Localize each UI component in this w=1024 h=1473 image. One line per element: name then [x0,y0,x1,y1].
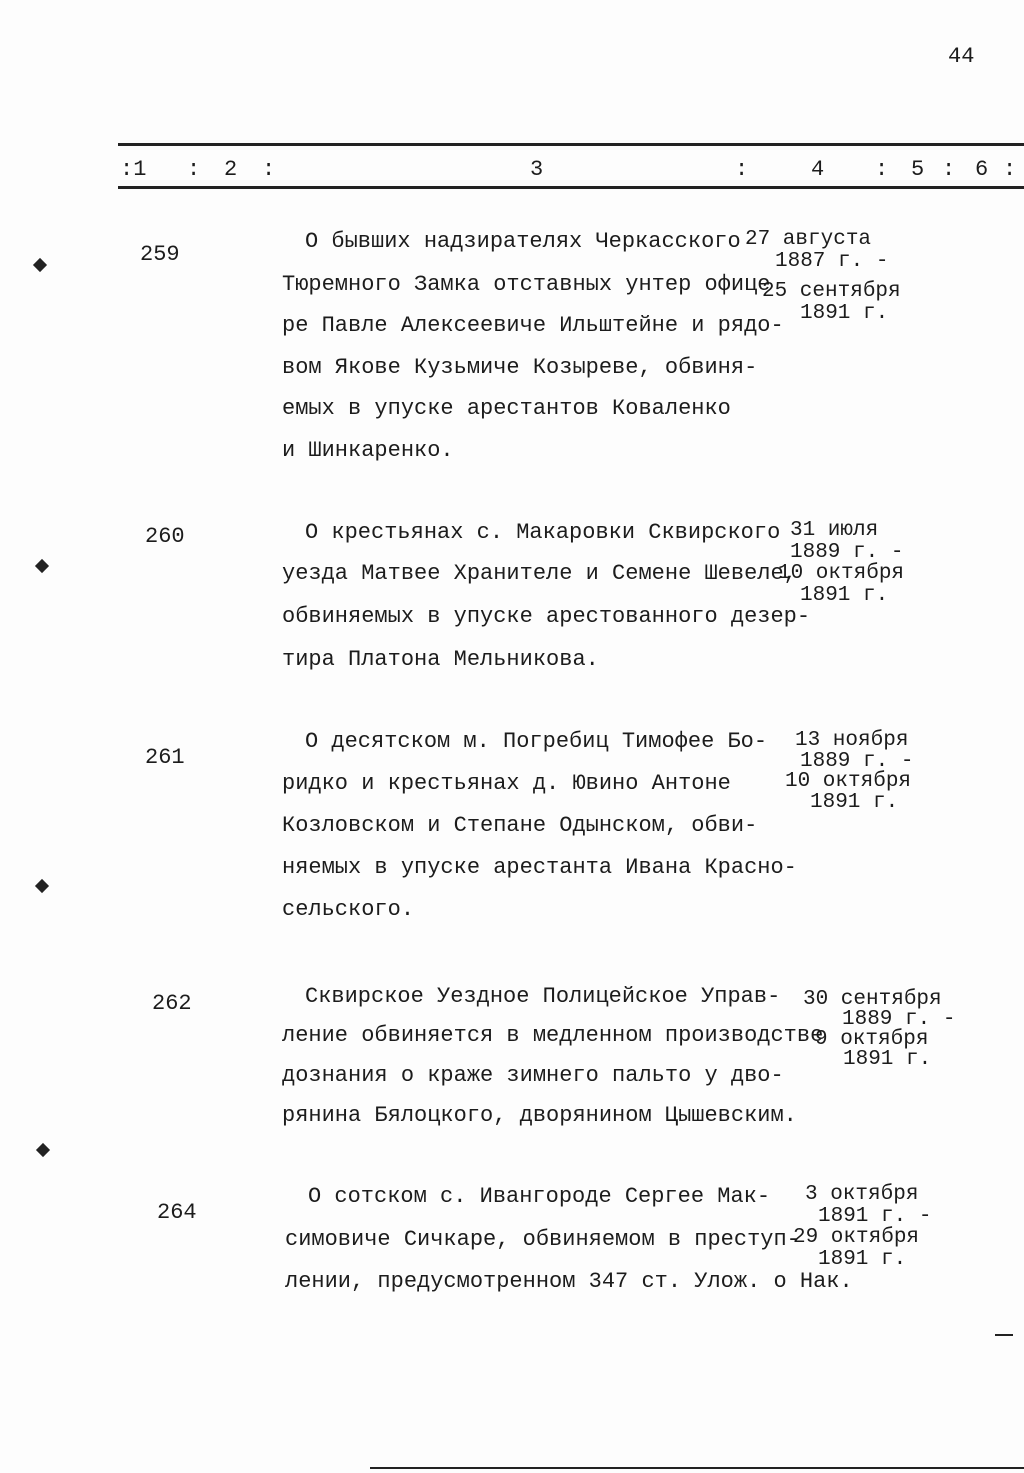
entry-number: 262 [152,991,192,1016]
entry-text-line: сельского. [282,897,415,922]
entry-text-line: вом Якове Кузьмиче Козыреве, обвиня- [282,355,758,380]
header-top-rule [118,143,1024,146]
entry-text-line: О бывших надзирателях Черкасского [305,229,741,254]
entry-text-line: няемых в упуске арестанта Ивана Красно- [282,855,797,880]
entry-text-line: лении, предусмотренном 347 ст. Улож. о Нак. [285,1269,853,1294]
margin-mark [35,559,49,573]
entry-text-line: ридко и крестьянах д. Ювино Антоне [282,771,731,796]
footer-rule [370,1467,1024,1469]
entry-text-line: Сквирское Уездное Полицейское Управ- [305,984,781,1009]
entry-text-line: уезда Матвее Хранителе и Семене Шевеле, [282,561,797,586]
entry-text-line: тира Платона Мельникова. [282,647,599,672]
entry-text-line: емых в упуске арестантов Коваленко [282,396,731,421]
entry-text-line: ление обвиняется в медленном производстве [282,1023,824,1048]
date-line: 1891 г. [800,584,889,607]
entry-number: 261 [145,745,185,770]
date-line: 13 ноября [795,729,909,752]
margin-mark [33,258,47,272]
entry-text-line: О десятском м. Погребиц Тимофее Бо- [305,729,768,754]
entry-number: 260 [145,524,185,549]
column-header: 5 [911,157,925,182]
entry-text-line: симовиче Сичкаре, обвиняемом в преступ- [285,1227,800,1252]
column-separator: : [735,157,749,182]
date-line: 30 сентября [803,988,942,1011]
date-line: 1887 г. - [775,250,889,273]
date-line: 29 октября [793,1226,920,1249]
date-line: 1891 г. [810,791,899,814]
column-separator: : [942,157,956,182]
column-header: 6 [975,157,989,182]
date-line: 27 августа [745,228,872,251]
date-line: 1891 г. [800,302,889,325]
column-separator: : [262,157,276,182]
column-header: 3 [530,157,544,182]
date-line: 1891 г. [818,1248,907,1271]
entry-text-line: О крестьянах с. Макаровки Сквирского [305,520,781,545]
entry-number: 264 [157,1200,197,1225]
entry-text-line: ре Павле Алексеевиче Ильштейне и рядо- [282,313,784,338]
margin-dash [995,1334,1013,1336]
column-separator: : [875,157,889,182]
column-header: 4 [811,157,825,182]
date-line: 1889 г. - [842,1008,956,1031]
column-separator: : [187,157,201,182]
date-line: 9 октября [815,1028,929,1051]
column-header: 2 [224,157,238,182]
page-number: 44 [948,44,975,69]
entry-text-line: дознания о краже зимнего пальто у дво- [282,1063,784,1088]
entry-text-line: Козловском и Степане Одынском, обви- [282,813,758,838]
entry-text-line: рянина Бялоцкого, дворянином Цышевским. [282,1103,797,1128]
date-line: 25 сентября [762,280,901,303]
date-line: 1889 г. - [790,541,904,564]
date-line: 3 октября [805,1183,919,1206]
entry-text-line: О сотском с. Ивангороде Сергее Мак- [308,1184,771,1209]
entry-text-line: и Шинкаренко. [282,438,454,463]
margin-mark [36,1143,50,1157]
date-line: 1891 г. [843,1048,932,1071]
entry-text-line: Тюремного Замка отставных унтер офице [282,272,771,297]
entry-number: 259 [140,242,180,267]
column-separator: : [1003,157,1017,182]
header-bottom-rule [118,186,1024,189]
date-line: 10 октября [785,770,912,793]
margin-mark [35,879,49,893]
column-header: :1 [120,157,147,182]
entry-text-line: обвиняемых в упуске арестованного дезер- [282,604,811,629]
date-line: 31 июля [790,519,879,542]
date-line: 10 октября [778,562,905,585]
date-line: 1889 г. - [800,750,914,773]
date-line: 1891 г. - [818,1205,932,1228]
